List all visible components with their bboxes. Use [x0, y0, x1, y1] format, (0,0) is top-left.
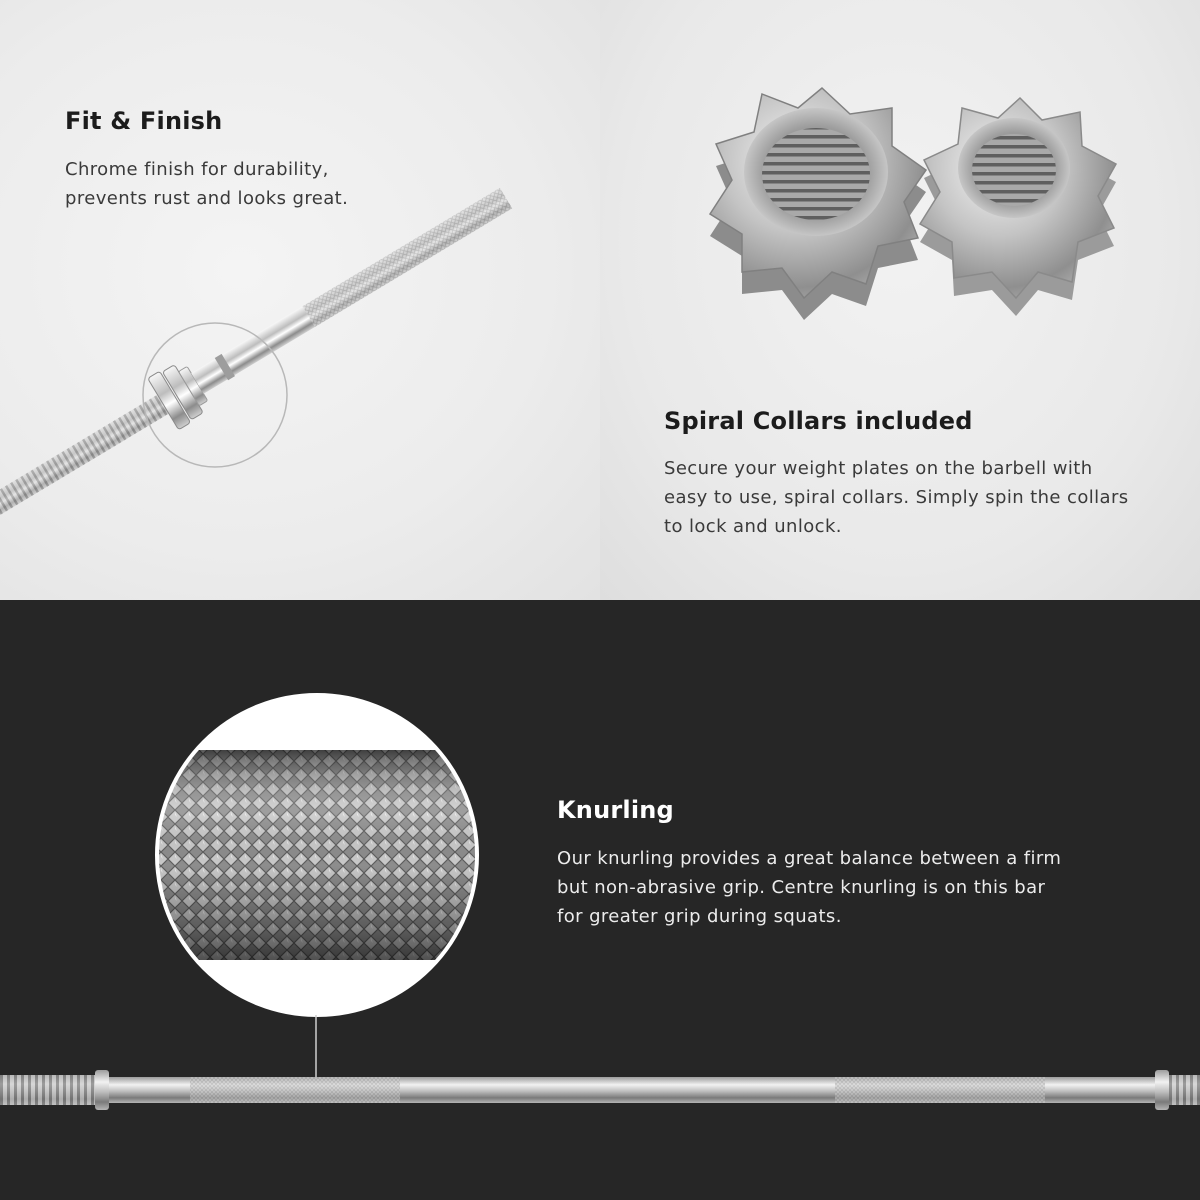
- knurling-line-1: Our knurling provides a great balance between a firm: [557, 848, 1062, 869]
- spiral-collars-line-2: easy to use, spiral collars. Simply spin the collars: [664, 487, 1129, 508]
- fit-finish-line-2: prevents rust and looks great.: [65, 188, 349, 209]
- spiral-collars-line-1: Secure your weight plates on the barbell with: [664, 458, 1093, 479]
- knurling-title: Knurling: [557, 796, 674, 824]
- knurling-line-2: but non-abrasive grip. Centre knurling is on this bar: [557, 877, 1046, 898]
- chrome-bar-illustration: [0, 0, 600, 600]
- spiral-collars-line-3: to lock and unlock.: [664, 516, 842, 537]
- knurling-description: [557, 844, 1061, 931]
- fit-finish-line-1: Chrome finish for durability,: [65, 159, 329, 180]
- spiral-collars-panel: [600, 0, 1200, 600]
- spiral-collars-title: Spiral Collars included: [664, 407, 973, 435]
- fit-finish-description: [65, 155, 348, 213]
- fit-finish-title: Fit & Finish: [65, 107, 223, 135]
- fit-finish-panel: [0, 0, 600, 600]
- knurling-panel: [0, 600, 1200, 1200]
- spiral-collars-description: [664, 454, 1129, 541]
- knurling-line-3: for greater grip during squats.: [557, 906, 842, 927]
